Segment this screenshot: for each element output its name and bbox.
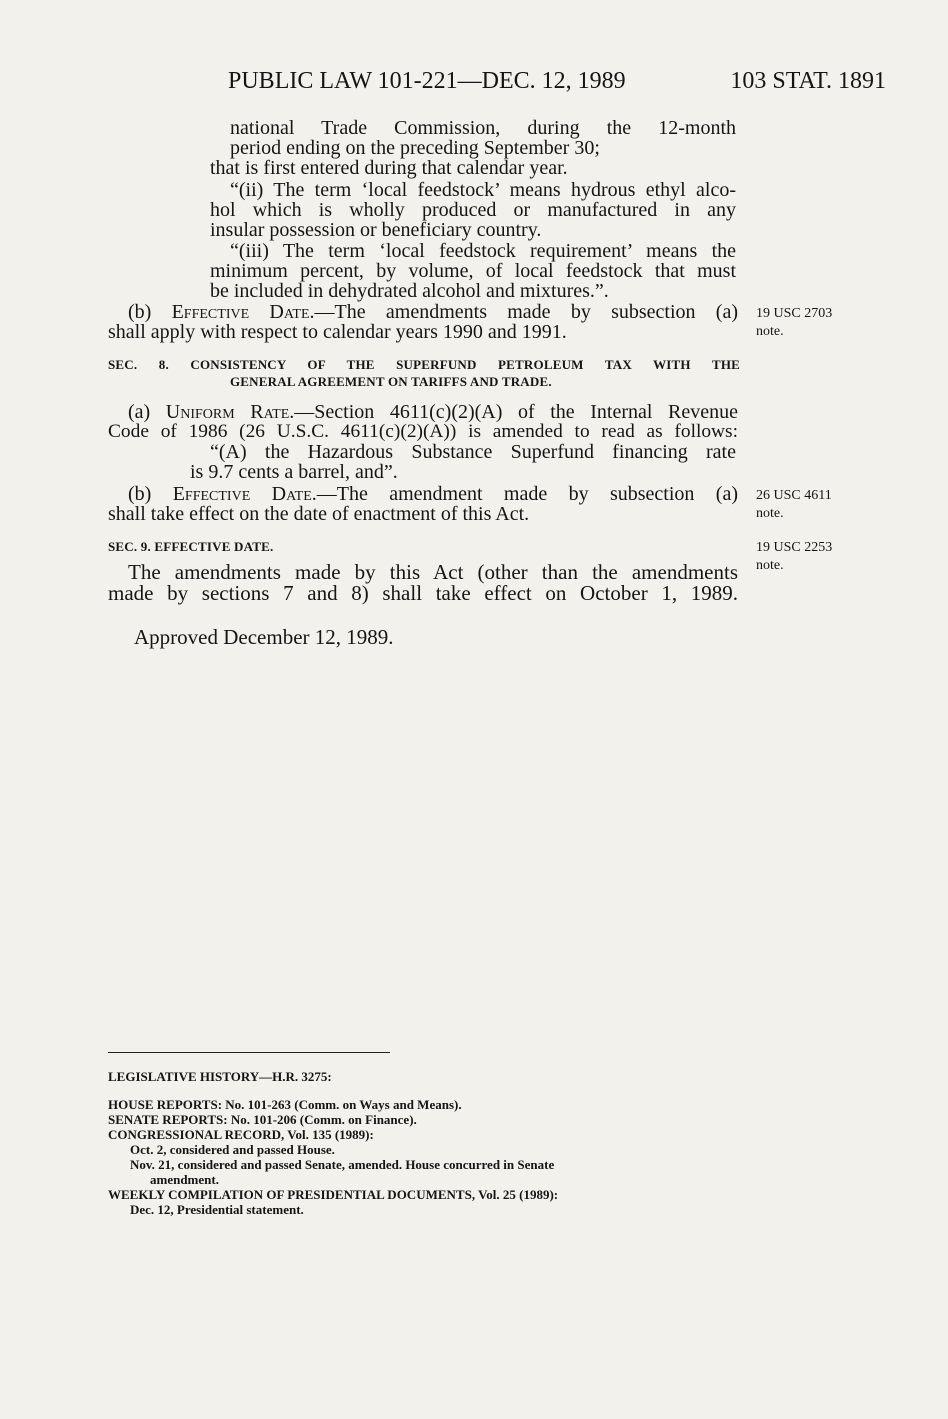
text-span: —Section 4611(c)(2)(A) of the Internal Revenue [294,401,739,423]
section8-quoted-text [190,442,736,482]
record-entry: Oct. 2, considered and passed House. [130,1142,335,1157]
section9-text [108,562,738,604]
text-line: (b) Effective Date.—The amendment made by subsection (a) [128,483,738,505]
margin-note [756,487,832,523]
record-entry-continuation: amendment. [150,1172,219,1187]
text-line: made by sections 7 and 8) shall take effect on October 1, 1989. [108,581,738,605]
footnote-divider [108,1052,390,1053]
text-span: —The amendment made by subsection (a) [316,483,738,505]
legislative-history [108,1069,748,1217]
margin-note-citation: 19 USC 2253 [756,540,833,555]
clause-ii [210,180,736,240]
text-line: that is first entered during that calendar year. [210,157,568,179]
text-span: —The amendments made by subsection (a) [314,301,738,323]
heading-line: SEC. 8. CONSISTENCY OF THE SUPERFUND PETROLEUM TAX WITH THE [108,357,740,372]
text-line: shall take effect on the date of enactment of this Act. [108,503,530,525]
margin-note-label: note. [756,324,784,339]
text-line: national Trade Commission, during the 12-month [230,117,736,139]
margin-note [756,539,832,575]
record-entry: Nov. 21, considered and passed Senate, amended. House concurred in Senate [130,1157,555,1172]
text-line: be included in dehydrated alcohol and mixtures.”. [210,280,609,302]
text-line: “(ii) The term ‘local feedstock’ means hydrous ethyl alco- [230,179,736,201]
house-reports: HOUSE REPORTS: No. 101-263 (Comm. on Ways and Means). [108,1097,462,1112]
running-head: PUBLIC LAW 101-221—DEC. 12, 1989 [228,68,626,94]
text-line: (a) Uniform Rate.—Section 4611(c)(2)(A) of the Internal Revenue [128,401,739,423]
clause-iii [210,241,736,301]
congressional-record: CONGRESSIONAL RECORD, Vol. 135 (1989): [108,1127,374,1142]
section7-subsection-b [108,302,738,342]
subsection-heading: Effective Date. [172,483,317,505]
weekly-entry: Dec. 12, Presidential statement. [130,1202,304,1217]
approval-date [134,627,764,647]
text-line: is 9.7 cents a barrel, and”. [190,461,398,483]
margin-note-citation: 26 USC 4611 [756,488,832,503]
margin-note-label: note. [756,558,784,573]
margin-note [756,305,832,341]
heading-line: GENERAL AGREEMENT ON TARIFFS AND TRADE. [230,374,552,389]
text-line: “(A) the Hazardous Substance Superfund financing rate [210,441,736,463]
clause-i-tail [210,158,736,178]
text-line: shall apply with respect to calendar years 1990 and 1991. [108,321,567,343]
text-line: “(iii) The term ‘local feedstock requirement’ means the [230,240,736,262]
margin-note-label: note. [756,506,784,521]
margin-note-citation: 19 USC 2703 [756,306,833,321]
heading-line: SEC. 9. EFFECTIVE DATE. [108,539,274,554]
text-line: (b) Effective Date.—The amendments made by subsection (a) [128,301,738,323]
subsection-heading: Effective Date. [171,301,315,323]
section8-subsection-a [108,402,738,442]
subsection-heading: Uniform Rate. [165,401,295,423]
text-line: insular possession or beneficiary country. [210,219,542,241]
clause-i-continuation [230,118,736,158]
text-line: Approved December 12, 1989. [134,625,394,649]
text-line: period ending on the preceding September 30; [230,137,600,159]
text-line: The amendments made by this Act (other than the amendments [128,560,738,584]
page-number: 103 STAT. 1891 [730,68,886,94]
weekly-compilation: WEEKLY COMPILATION OF PRESIDENTIAL DOCUMENTS, Vol. 25 (1989): [108,1187,559,1202]
section9-heading [108,538,738,555]
section8-subsection-b [108,484,738,524]
legislative-history-title: LEGISLATIVE HISTORY—H.R. 3275: [108,1069,332,1084]
text-line: Code of 1986 (26 U.S.C. 4611(c)(2)(A)) is amended to read as follows: [108,421,738,442]
text-line: minimum percent, by volume, of local feedstock that must [210,260,736,282]
text-line: hol which is wholly produced or manufactured in any [210,199,736,221]
section8-heading [108,356,740,390]
senate-reports: SENATE REPORTS: No. 101-206 (Comm. on Finance). [108,1112,417,1127]
